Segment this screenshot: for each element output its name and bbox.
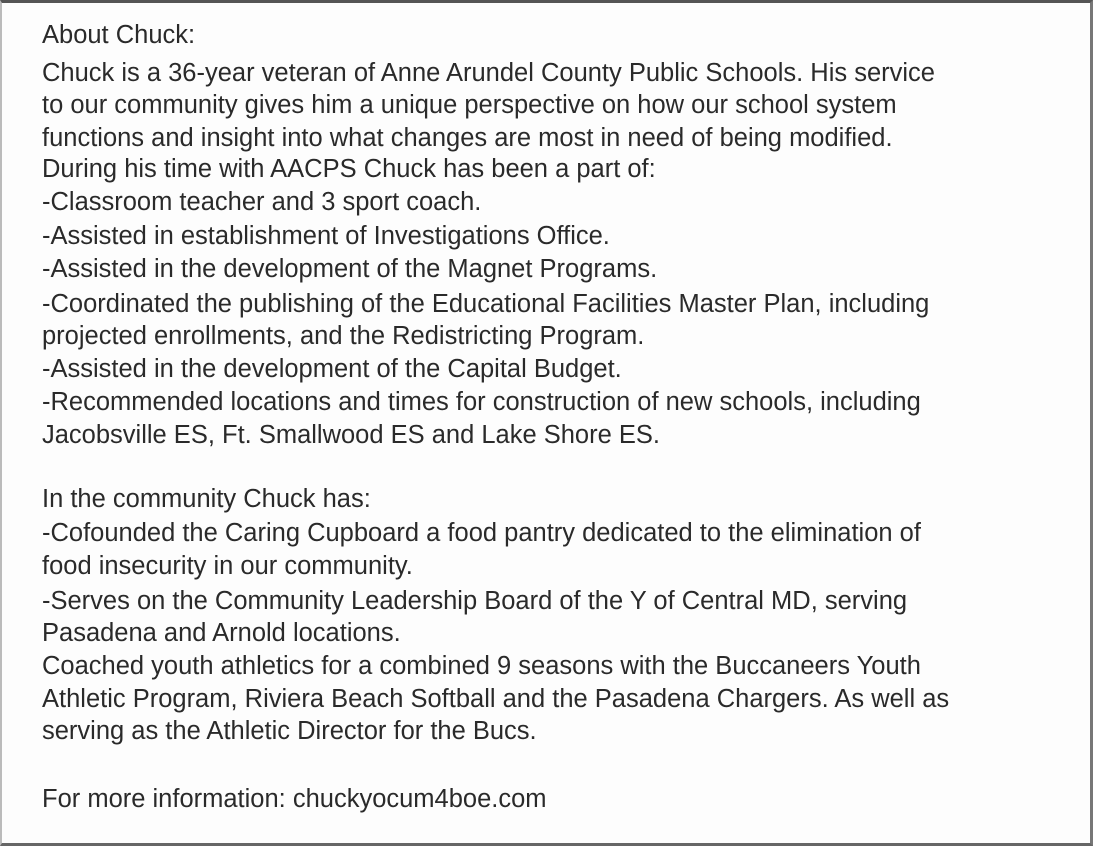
text-line: Coached youth athletics for a combined 9 seasons with the Buccaneers Youth bbox=[42, 652, 921, 680]
text-line: -Cofounded the Caring Cupboard a food pantry dedicated to the elimination of bbox=[42, 519, 921, 547]
text-line: -Coordinated the publishing of the Educational Facilities Master Plan, including bbox=[42, 290, 930, 318]
text-line: Pasadena and Arnold locations. bbox=[42, 619, 401, 647]
text-line: projected enrollments, and the Redistricting Program. bbox=[42, 322, 645, 350]
text-line: During his time with AACPS Chuck has been a part of: bbox=[42, 155, 656, 183]
text-line: -Assisted in the development of the Magnet Programs. bbox=[42, 255, 658, 283]
text-line: -Recommended locations and times for construction of new schools, including bbox=[42, 388, 921, 416]
text-line: to our community gives him a unique perspective on how our school system bbox=[42, 91, 897, 119]
text-line: -Assisted in establishment of Investigations Office. bbox=[42, 222, 610, 250]
text-line: Athletic Program, Riviera Beach Softball and the Pasadena Chargers. As well as bbox=[42, 685, 950, 713]
text-line: -Serves on the Community Leadership Board of the Y of Central MD, serving bbox=[42, 587, 908, 615]
text-line: food insecurity in our community. bbox=[42, 552, 413, 580]
text-line: Chuck is a 36-year veteran of Anne Arundel County Public Schools. His service bbox=[42, 59, 935, 87]
text-line: In the community Chuck has: bbox=[42, 485, 371, 513]
text-line: -Classroom teacher and 3 sport coach. bbox=[42, 188, 482, 216]
text-line: About Chuck: bbox=[42, 21, 196, 49]
text-line: -Assisted in the development of the Capital Budget. bbox=[42, 355, 622, 383]
text-line: serving as the Athletic Director for the Bucs. bbox=[42, 717, 537, 745]
text-line: Jacobsville ES, Ft. Smallwood ES and Lake Shore ES. bbox=[42, 421, 660, 449]
text-line: functions and insight into what changes are most in need of being modified. bbox=[42, 124, 893, 152]
website-line: For more information: chuckyocum4boe.com bbox=[42, 785, 547, 813]
